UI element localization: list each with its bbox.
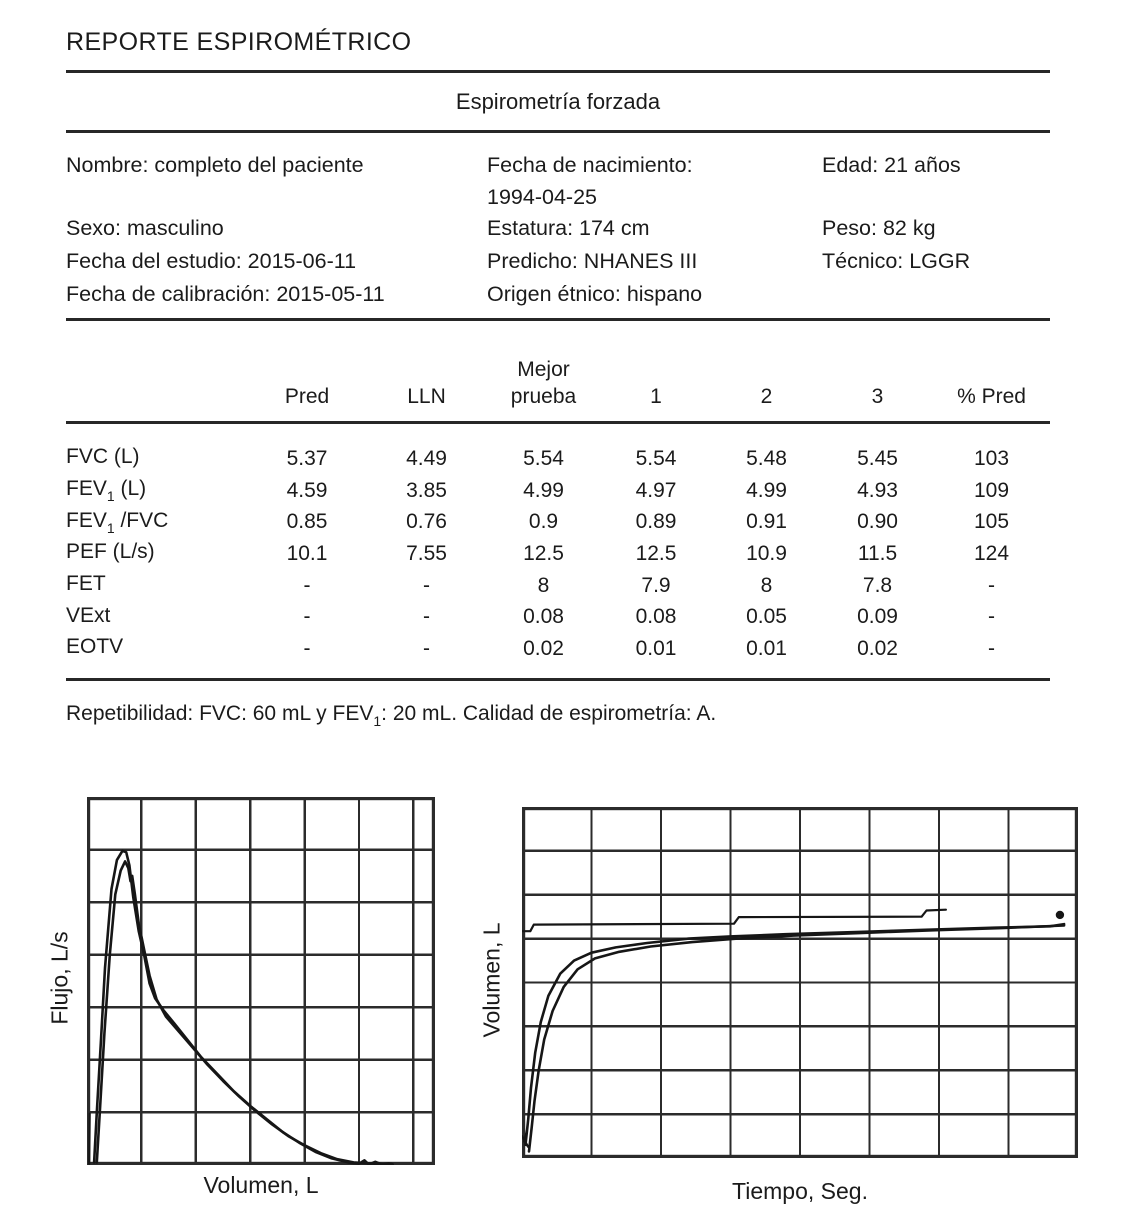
row-label: $FEV_1$ /FVC	[66, 508, 169, 536]
value-trial-3: 0.90	[857, 510, 898, 534]
value-lln: 7.55	[406, 541, 447, 565]
technician-value: Técnico: LGGR	[822, 249, 971, 273]
value-pred: 4.59	[286, 478, 328, 502]
value-pct-pred: -	[988, 573, 995, 597]
value-lln: 3.85	[406, 478, 447, 502]
table-row-fev1-fvc	[66, 506, 1050, 538]
weight-value: Peso: 82 kg	[822, 216, 936, 240]
value-trial-3: 0.02	[857, 636, 898, 660]
value-pred: 0.85	[286, 510, 328, 534]
repeatability-note: Repetibilidad: FVC: 60 mL y $FEV_1$: 20 mL. Calidad de espirometría: A.	[66, 702, 717, 729]
value-trial-2: 0.05	[746, 605, 787, 629]
value-lln: -	[423, 605, 430, 629]
value-trial-2: 0.91	[746, 510, 787, 534]
row-label: FET	[66, 572, 106, 596]
value-pct-pred: 103	[973, 446, 1010, 470]
divider	[66, 678, 1050, 681]
value-trial-1: 12.5	[635, 541, 677, 565]
header-trial-2: 2	[760, 385, 773, 408]
table-row-fet	[66, 570, 1050, 602]
value-lln: -	[423, 573, 430, 597]
row-label: $FEV_1$ (L)	[66, 477, 147, 505]
value-pred: 5.37	[286, 446, 328, 470]
section-subtitle: Espirometría forzada	[455, 89, 661, 114]
value-pred: -	[303, 636, 311, 660]
value-trial-2: 4.99	[746, 478, 787, 502]
divider	[66, 130, 1050, 133]
value-trial-2: 0.01	[746, 636, 787, 660]
value-best: 5.54	[523, 446, 564, 470]
value-best: 12.5	[523, 541, 564, 565]
header-trial-3: 3	[871, 385, 884, 408]
value-pct-pred: 109	[973, 478, 1010, 502]
value-trial-2: 8	[760, 573, 773, 597]
age-value: Edad: 21 años	[822, 153, 961, 177]
value-pred: -	[303, 605, 311, 629]
stepped-plateau-trace	[522, 910, 946, 932]
volume-axis-label-y: Volumen, L	[478, 922, 505, 1038]
value-pct-pred: -	[988, 605, 995, 629]
patient-name: Nombre: completo del paciente	[66, 153, 364, 177]
results-table	[66, 443, 1050, 665]
table-row-fev1	[66, 475, 1050, 507]
birthdate-value: 1994-04-25	[487, 185, 597, 209]
flow-axis-label: Flujo, L/s	[46, 931, 73, 1025]
value-pred: 10.1	[286, 541, 328, 565]
row-label: VExt	[66, 603, 111, 627]
calibration-date: Fecha de calibración: 2015-05-11	[66, 282, 385, 306]
table-row-fvc	[66, 443, 1050, 475]
ethnic-origin: Origen étnico: hispano	[487, 282, 703, 306]
value-trial-1: 5.54	[635, 446, 677, 470]
header-pct-pred: % Pred	[957, 385, 1026, 408]
table-row-eotv	[66, 633, 1050, 665]
value-lln: 4.49	[406, 446, 447, 470]
start-trace	[89, 1114, 90, 1164]
divider	[66, 318, 1050, 321]
divider	[66, 421, 1050, 424]
time-axis-label: Tiempo, Seg.	[732, 1178, 868, 1204]
value-trial-3: 4.93	[857, 478, 898, 502]
row-label: FVC (L)	[66, 445, 140, 469]
value-pct-pred: 124	[973, 541, 1010, 565]
value-trial-1: 7.9	[641, 573, 671, 597]
volume-axis-label: Volumen, L	[203, 1172, 319, 1198]
header-best-test: Mejor prueba	[510, 358, 577, 408]
header-pred: Pred	[284, 385, 330, 408]
value-best: 8	[537, 573, 550, 597]
value-lln: -	[423, 636, 430, 660]
value-best: 0.9	[528, 510, 559, 534]
value-trial-3: 11.5	[857, 541, 898, 565]
value-trial-1: 0.89	[635, 510, 677, 534]
volume-curve-2	[529, 926, 1064, 1152]
table-row-pef	[66, 538, 1050, 570]
divider	[66, 70, 1050, 73]
row-label: EOTV	[66, 635, 124, 659]
value-best: 0.08	[523, 605, 564, 629]
value-pct-pred: 105	[973, 510, 1010, 534]
end-marker	[1056, 911, 1064, 919]
value-lln: 0.76	[406, 510, 447, 534]
flow-volume-chart	[87, 797, 435, 1165]
value-pct-pred: -	[988, 636, 995, 660]
value-trial-2: 10.9	[746, 541, 787, 565]
page-title: REPORTE ESPIROMÉTRICO	[66, 28, 412, 56]
table-row-vext	[66, 601, 1050, 633]
value-best: 4.99	[523, 478, 564, 502]
value-trial-2: 5.48	[746, 446, 787, 470]
value-trial-1: 4.97	[635, 478, 677, 502]
predicted-reference: Predicho: NHANES III	[487, 249, 698, 273]
study-date: Fecha del estudio: 2015-06-11	[66, 249, 357, 273]
volume-time-chart	[522, 807, 1078, 1158]
patient-sex: Sexo: masculino	[66, 216, 224, 240]
value-trial-3: 7.8	[862, 573, 893, 597]
value-trial-3: 0.09	[857, 605, 898, 629]
value-trial-3: 5.45	[857, 446, 898, 470]
header-lln: LLN	[407, 385, 446, 408]
chart-grid	[522, 807, 1078, 1158]
header-trial-1: 1	[650, 385, 662, 408]
value-pred: -	[303, 573, 311, 597]
volume-curve-1	[526, 924, 1065, 1145]
value-best: 0.02	[523, 636, 564, 660]
value-trial-1: 0.01	[635, 636, 677, 660]
row-label: PEF (L/s)	[66, 540, 155, 564]
height-value: Estatura: 174 cm	[487, 216, 650, 240]
chart-grid	[87, 797, 435, 1165]
value-trial-1: 0.08	[635, 605, 677, 629]
results-table-header	[66, 348, 1050, 410]
birthdate-label: Fecha de nacimiento:	[487, 153, 693, 177]
